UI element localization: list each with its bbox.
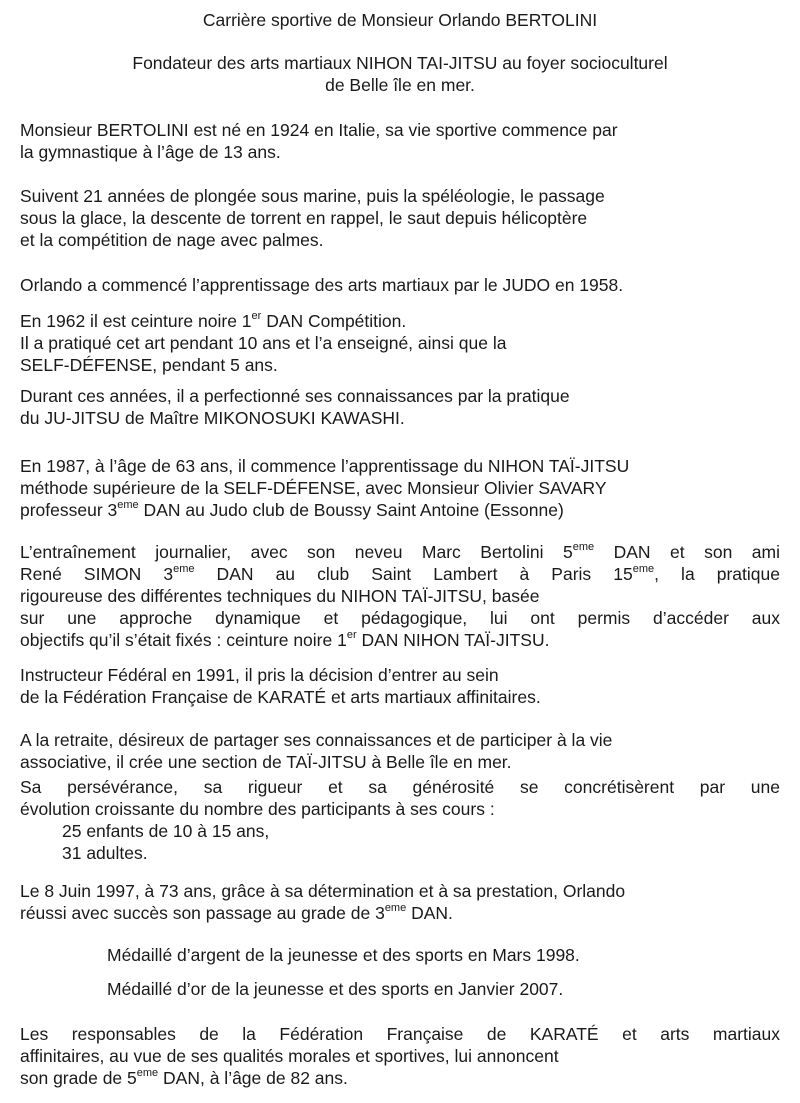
medal-silver [107,944,800,966]
text-line: Sa persévérance, sa rigueur et sa générosité se concrétisèrent par une [20,777,780,797]
list-item: 31 adultes. [62,843,148,863]
text-line: Monsieur BERTOLINI est né en 1924 en Italie, sa vie sportive commence par [20,120,618,140]
text-line: Suivent 21 années de plongée sous marine, puis la spéléologie, le passage [20,186,605,206]
text-line: sous la glace, la descente de torrent en rappel, le saut depuis hélicoptère [20,208,588,228]
text-line: En 1987, à l’âge de 63 ans, il commence l’apprentissage du NIHON TAÏ-JITSU [20,456,630,476]
paragraph-fifth-dan [20,1023,780,1089]
text-line: professeur 3eme DAN au Judo club de Boussy Saint Antoine (Essonne) [20,499,564,520]
text-line: En 1962 il est ceinture noire 1er DAN Compétition. [20,310,407,331]
paragraph-black-belt [20,310,780,376]
paragraph-perseverance [20,776,780,864]
paragraph-ju-jitsu [20,385,780,429]
text-line: Le 8 Juin 1997, à 73 ans, grâce à sa détermination et à sa prestation, Orlando [20,881,626,901]
text-line: Il a pratiqué cet art pendant 10 ans et l’a enseigné, ainsi que la [20,333,507,353]
paragraph-judo-start [20,274,780,296]
text-line: affinitaires, au vue de ses qualités morales et sportives, lui annoncent [20,1046,559,1066]
text-line: Médaillé d’argent de la jeunesse et des sports en Mars 1998. [107,945,580,965]
text-line: rigoureuse des différentes techniques du NIHON TAÏ-JITSU, basée [20,586,540,606]
text-line: SELF-DÉFENSE, pendant 5 ans. [20,355,278,375]
paragraph-taijitsu-start [20,455,780,521]
text-line: Orlando a commencé l’apprentissage des arts martiaux par le JUDO en 1958. [20,275,624,295]
text-line: L’entraînement journalier, avec son neveu Marc Bertolini 5eme DAN et son ami [20,541,780,562]
text-line: et la compétition de nage avec palmes. [20,230,324,250]
document-title: Carrière sportive de Monsieur Orlando BERTOLINI [202,10,598,30]
text-line: A la retraite, désireux de partager ses connaissances et de participer à la vie [20,730,613,750]
text-line: évolution croissante du nombre des participants à ses cours : [20,799,495,819]
paragraph-training [20,541,780,651]
paragraph-diving [20,185,780,251]
text-line: objectifs qu’il s’était fixés : ceinture noire 1er DAN NIHON TAÏ-JITSU. [20,629,550,650]
paragraph-instructor [20,664,780,708]
text-line: René SIMON 3eme DAN au club Saint Lambert à Paris 15eme, la pratique [20,563,780,584]
text-line: du JU-JITSU de Maître MIKONOSUKI KAWASHI. [20,408,405,428]
text-line: Les responsables de la Fédération Française de KARATÉ et arts martiaux [20,1024,780,1044]
subtitle-line: de Belle île en mer. [325,75,475,95]
paragraph-third-dan [20,880,780,924]
paragraph-birth [20,119,780,163]
text-line: sur une approche dynamique et pédagogique, lui ont permis d’accéder aux [20,608,780,628]
text-line: Médaillé d’or de la jeunesse et des sports en Janvier 2007. [107,979,564,999]
document-subtitle [0,52,800,96]
list-item: 25 enfants de 10 à 15 ans, [62,821,270,841]
text-line: Instructeur Fédéral en 1991, il pris la décision d’entrer au sein [20,665,499,685]
text-line: de la Fédération Française de KARATÉ et arts martiaux affinitaires. [20,687,541,707]
text-line: associative, il crée une section de TAÏ-JITSU à Belle île en mer. [20,752,512,772]
text-line: son grade de 5eme DAN, à l’âge de 82 ans. [20,1067,348,1088]
paragraph-retirement [20,729,780,773]
medal-gold [107,978,800,1000]
subtitle-line: Fondateur des arts martiaux NIHON TAI-JITSU au foyer socioculturel [132,53,668,73]
text-line: Durant ces années, il a perfectionné ses connaissances par la pratique [20,386,570,406]
text-line: la gymnastique à l’âge de 13 ans. [20,142,281,162]
text-line: réussi avec succès son passage au grade de 3eme DAN. [20,902,453,923]
text-line: méthode supérieure de la SELF-DÉFENSE, avec Monsieur Olivier SAVARY [20,478,607,498]
